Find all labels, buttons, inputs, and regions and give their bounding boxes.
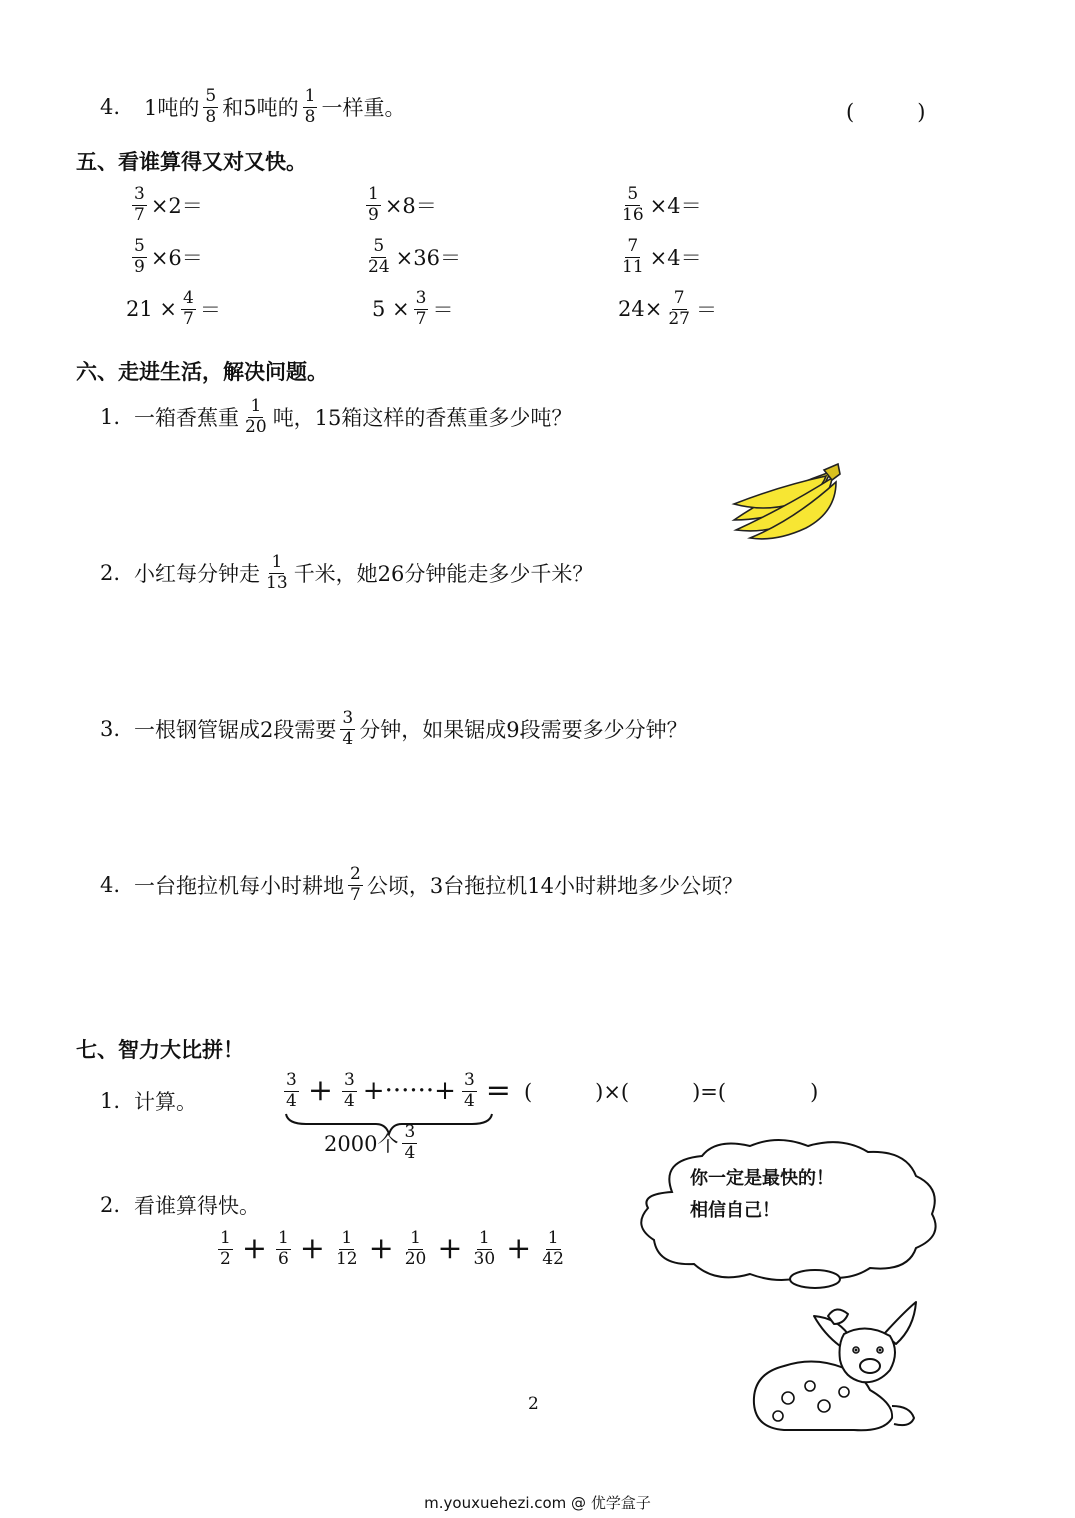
calc-item: $\frac{3}{7}$ ×2＝: [134, 184, 203, 225]
word-problem-1: 1. 一箱香蕉重 $\frac{1}{20}$ 吨，15箱这样的香蕉重多少吨？: [100, 396, 573, 437]
challenge-1-expression: $\frac{3}{4}$ + $\frac{3}{4}$ +······+ $\frac{3}{4}$ = ( )×( )=( ): [286, 1070, 819, 1111]
item-text: 和5吨的: [222, 96, 299, 121]
bubble-line-2: 相信自己！: [690, 1200, 780, 1221]
calc-item: $\frac{5}{16}$ ×4＝: [622, 184, 702, 225]
word-problem-4: 4. 一台拖拉机每小时耕地 $\frac{2}{7}$ 公顷，3台拖拉机14小时耕地多少公顷？: [100, 864, 743, 905]
word-problem-3: 3. 一根钢管锯成2段需要 $\frac{3}{4}$ 分钟，如果锯成9段需要多少分钟？: [100, 708, 688, 749]
thought-bubble-icon: [632, 1136, 944, 1306]
footer-watermark: m.youxuehezi.com @ 优学盒子: [424, 1494, 651, 1512]
section-title: 五、看谁算得又对又快。: [76, 150, 307, 174]
calc-item: $\frac{5}{24}$ ×36＝: [368, 236, 461, 277]
answer-blanks[interactable]: ( )×( )=( ): [523, 1080, 819, 1105]
calc-item: 21 × $\frac{4}{7}$ ＝: [126, 288, 221, 329]
challenge-1-label: 1. 计算。: [100, 1089, 198, 1114]
item-number: 4.: [100, 95, 121, 120]
calc-item: $\frac{1}{9}$ ×8＝: [368, 184, 437, 225]
challenge-2-label: 2. 看谁算得快。: [100, 1193, 261, 1218]
fraction: $\frac{5}{8}$: [205, 86, 217, 127]
calc-item: 24× $\frac{7}{27}$ ＝: [618, 288, 717, 329]
item-text: 1吨的: [144, 96, 200, 121]
answer-blank[interactable]: ( ): [846, 100, 926, 124]
section-title: 七、智力大比拼！: [76, 1038, 244, 1062]
judge-item-4: [100, 88, 405, 127]
section-title: 六、走进生活，解决问题。: [76, 360, 328, 384]
word-problem-2: 2. 小红每分钟走 $\frac{1}{13}$ 千米，她26分钟能走多少千米？: [100, 552, 594, 593]
fawn-icon: [744, 1294, 924, 1436]
calc-item: $\frac{7}{11}$ ×4＝: [622, 236, 702, 277]
fraction: $\frac{1}{8}$: [304, 86, 316, 127]
calc-item: $\frac{5}{9}$ ×6＝: [134, 236, 203, 277]
page-number: 2: [528, 1394, 539, 1414]
calc-item: 5 × $\frac{3}{7}$ ＝: [372, 288, 454, 329]
banana-icon: [728, 460, 846, 542]
item-text: 一样重。: [321, 96, 406, 121]
brace-label: 2000个 $\frac{3}{4}$: [324, 1122, 416, 1163]
challenge-2-expression: $\frac{1}{2}$ + $\frac{1}{6}$ + $\frac{1}{12}$ + $\frac{1}{20}$ + $\frac{1}{30}$ + $\frac{1}{42}$: [220, 1228, 564, 1269]
bubble-line-1: 你一定是最快的！: [690, 1168, 834, 1189]
